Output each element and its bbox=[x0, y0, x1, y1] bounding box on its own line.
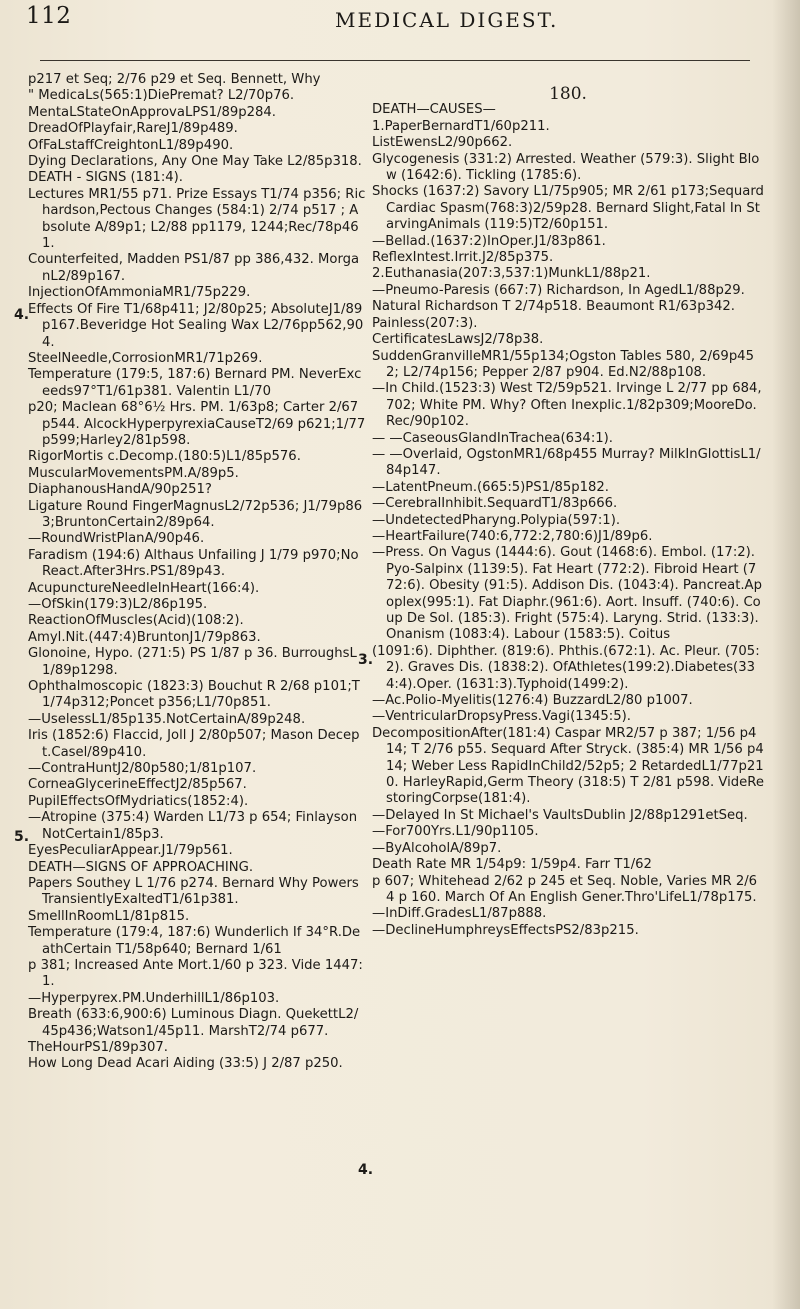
right-column-entry: Painless(207:3). bbox=[372, 315, 478, 331]
left-column-entry: Temperature (179:4, 187:6) Wunderlich If 34°R.DeathCertain T1/58p640; Bernard 1/61 bbox=[28, 925, 361, 957]
left-column-entry: PupilEffectsOfMydriatics(1852:4). bbox=[28, 793, 249, 809]
left-column-entry: Faradism (194:6) Althaus Unfailing J 1/79 p970;NoReact.After3Hrs.PS1/89p43. bbox=[28, 547, 359, 580]
left-column-entry: SmellInRoomL1/81p815. bbox=[28, 908, 190, 924]
left-column-entry: —RoundWristPlanA/90p46. bbox=[28, 531, 205, 547]
left-column-entry: p20; Maclean 68°6½ Hrs. PM. 1/63p8; Carter 2/67p544. AlcockHyperpyrexiaCauseT2/69 p621;1/77p599;Harley2/81p598. bbox=[28, 400, 366, 448]
left-column-entry: DiaphanousHandA/90p251? bbox=[28, 482, 212, 498]
right-column-entry: —In Child.(1523:3) West T2/59p521. Irvinge L 2/77 pp 684, 702; White PM. Why? Often Inexplic.1/82p309;MooreDo.Rec/90p102. bbox=[372, 381, 762, 430]
section-number: 180. bbox=[549, 84, 587, 104]
left-column-entry: RigorMortis c.Decomp.(180:5)L1/85p576. bbox=[28, 449, 301, 465]
right-column-entry: —Pneumo-Paresis (667:7) Richardson, In AgedL1/88p29. bbox=[372, 282, 745, 298]
right-column-entry: —Bellad.(1637:2)InOper.J1/83p861. bbox=[372, 233, 606, 249]
right-column-entry: —CerebralInhibit.SequardT1/83p666. bbox=[372, 496, 618, 512]
left-column-entry: DEATH - SIGNS (181:4). bbox=[28, 170, 183, 186]
left-column-entry: Amyl.Nit.(447:4)BruntonJ1/79p863. bbox=[28, 629, 261, 645]
left-column-entry: —OfSkin(179:3)L2/86p195. bbox=[28, 597, 208, 612]
right-column-entry: —For700Yrs.L1/90p1105. bbox=[372, 824, 539, 840]
left-column-entry: Ophthalmoscopic (1823:3) Bouchut R 2/68 p101;T1/74p312;Poncet p356;L1/70p851. bbox=[28, 679, 360, 711]
left-column-entry: Papers Southey L 1/76 p274. Bernard Why PowersTransientlyExaltedT1/61p381. bbox=[28, 875, 359, 908]
left-column-entry: p 381; Increased Ante Mort.1/60 p 323. Vide 1447:1. bbox=[28, 957, 363, 990]
left-column-entry: " MedicaLs(565:1)DiePremat? L2/70p76. bbox=[28, 88, 295, 104]
right-column-entry: —VentricularDropsyPress.Vagi(1345:5). bbox=[372, 709, 631, 725]
left-marker-5: 5. bbox=[14, 829, 30, 845]
right-column-entry: 2.Euthanasia(207:3,537:1)MunkL1/88p21. bbox=[372, 266, 651, 282]
right-column-entry: Natural Richardson T 2/74p518. Beaumont R1/63p342. bbox=[372, 299, 735, 315]
right-column-entry: —LatentPneum.(665:5)PS1/85p182. bbox=[372, 479, 609, 495]
right-column-entry: 1.PaperBernardT1/60p211. bbox=[372, 118, 550, 134]
left-column bbox=[28, 72, 366, 1073]
right-column-entry: —UndetectedPharyng.Polypia(597:1). bbox=[372, 512, 621, 528]
left-column-entry: SteelNeedle,CorrosionMR1/71p269. bbox=[28, 350, 263, 366]
left-column-entry: CorneaGlycerineEffectJ2/85p567. bbox=[28, 777, 247, 793]
left-column-entry: DEATH—SIGNS OF APPROACHING. bbox=[28, 859, 254, 875]
right-column-entry: — —Overlaid, OgstonMR1/68p455 Murray? MilkInGlottisL1/84p147. bbox=[372, 446, 761, 479]
left-column-entry: —Hyperpyrex.PM.UnderhillL1/86p103. bbox=[28, 990, 280, 1006]
right-column-entry: — —CaseousGlandInTrachea(634:1). bbox=[372, 430, 613, 446]
right-column-entry: SuddenGranvilleMR1/55p134;Ogston Tables 580, 2/69p452; L2/74p156; Pepper 2/87 p904. Ed.N2/88p108. bbox=[372, 348, 754, 380]
page-edge-shadow bbox=[772, 0, 800, 1309]
right-column-entry: CertificatesLawsJ2/78p38. bbox=[372, 332, 544, 348]
left-column-entry: Ligature Round FingerMagnusL2/72p536; J1/79p863;BruntonCertain2/89p64. bbox=[28, 498, 363, 530]
right-column-entry: DEATH—CAUSES— bbox=[372, 102, 496, 118]
right-column-entry: —ByAlcoholA/89p7. bbox=[372, 840, 502, 856]
right-column-entry: (1091:6). Diphther. (819:6). Phthis.(672:1). Ac. Pleur. (705:2). Graves Dis. (1838:2). OfAthletes(199:2).Diabetes(334:4).Oper. (1631:3).Typhoid(1499:2). bbox=[372, 643, 760, 692]
left-column-entry: Temperature (179:5, 187:6) Bernard PM. NeverExceeds97°T1/61p381. Valentin L1/70 bbox=[28, 367, 362, 399]
right-column-entry: Shocks (1637:2) Savory L1/75p905; MR 2/61 p173;SequardCardiac Spasm(768:3)2/59p28. Bernard Slight,Fatal In StarvingAnimals (119:5)T2/60p151. bbox=[372, 184, 764, 233]
left-column-entry: InjectionOfAmmoniaMR1/75p229. bbox=[28, 285, 251, 301]
left-column-entry: —Atropine (375:4) Warden L1/73 p 654; Finlayson NotCertain1/85p3. bbox=[28, 810, 358, 842]
right-column-entry: —Press. On Vagus (1444:6). Gout (1468:6). Embol. (17:2). Pyo-Salpinx (1139:5). Fat Heart (772:2). Fibroid Heart (772:6). Obesity (91:5). Addison Dis. (1043:4). Pancreat.Apoplex(995:1). Fat Diaphr.(961:6). Aort. Insuff. (740:6). Coup De Sol. (185:3). Fright (575:4). Laryng. Strid. (133:3). Onanism (1083:4). Labour (1583:5). Coitus bbox=[372, 545, 762, 643]
left-column-entry: Glonoine, Hypo. (271:5) PS 1/87 p 36. BurroughsL1/89p1298. bbox=[28, 646, 357, 678]
right-marker-4: 4. bbox=[358, 1162, 374, 1178]
right-column-entry: DecompositionAfter(181:4) Caspar MR2/57 p 387; 1/56 p414; T 2/76 p55. Sequard After Stryck. (385:4) MR 1/56 p414; Weber Less RapidInChild2/52p5; 2 RetardedL1/77p210. HarleyRapid,Germ Theory (318:5) T 2/81 p598. VideRestoringCorpse(181:4). bbox=[372, 725, 764, 807]
left-marker-4: 4. bbox=[14, 307, 30, 323]
page-number: 112 bbox=[26, 3, 72, 29]
right-column-entry: Death Rate MR 1/54p9: 1/59p4. Farr T1/62 bbox=[372, 857, 652, 873]
right-column bbox=[372, 72, 764, 939]
left-column-entry: Breath (633:6,900:6) Luminous Diagn. QuekettL2/45p436;Watson1/45p11. MarshT2/74 p677. bbox=[28, 1007, 359, 1039]
left-column-entry: Lectures MR1/55 p71. Prize Essays T1/74 p356; Richardson,Pectous Changes (584:1) 2/74 p517 ; Absolute A/89p1; L2/88 pp1179, 1244;Rec/78p461. bbox=[28, 186, 366, 252]
right-column-entry: —DeclineHumphreysEffectsPS2/83p215. bbox=[372, 922, 639, 938]
left-column-entry: p217 et Seq; 2/76 p29 et Seq. Bennett, Why bbox=[28, 72, 321, 87]
right-column-entry: p 607; Whitehead 2/62 p 245 et Seq. Noble, Varies MR 2/64 p 160. March Of An English Gener.Thro'LifeL1/78p175. bbox=[372, 873, 758, 905]
right-column-entry: —InDiff.GradesL1/87p888. bbox=[372, 906, 547, 922]
right-column-entry: —Ac.Polio-Myelitis(1276:4) BuzzardL2/80 p1007. bbox=[372, 693, 693, 709]
left-column-entry: MuscularMovementsPM.A/89p5. bbox=[28, 465, 239, 481]
right-column-entry: —Delayed In St Michael's VaultsDublin J2/88p1291etSeq. bbox=[372, 807, 748, 823]
left-column-entry: MentaLStateOnApprovaLPS1/89p284. bbox=[28, 104, 276, 120]
left-column-entry: AcupunctureNeedleInHeart(166:4). bbox=[28, 580, 260, 596]
left-column-entry: How Long Dead Acari Aiding (33:5) J 2/87 p250. bbox=[28, 1056, 343, 1072]
right-column-entry: —HeartFailure(740:6,772:2,780:6)J1/89p6. bbox=[372, 528, 653, 544]
left-column-entry: ReactionOfMuscles(Acid)(108:2). bbox=[28, 613, 244, 629]
left-column-entry: Dying Declarations, Any One May Take L2/85p318. bbox=[28, 154, 362, 170]
header-rule bbox=[40, 60, 750, 61]
right-column-entry: ListEwensL2/90p662. bbox=[372, 135, 513, 151]
left-column-entry: —UselessL1/85p135.NotCertainA/89p248. bbox=[28, 711, 306, 727]
left-column-entry: TheHourPS1/89p307. bbox=[28, 1039, 168, 1055]
left-column-entry: —ContraHuntJ2/80p580;1/81p107. bbox=[28, 761, 257, 777]
left-column-entry: Iris (1852:6) Flaccid, Joll J 2/80p507; Mason Decept.Casel/89p410. bbox=[28, 728, 360, 760]
left-column-entry: Counterfeited, Madden PS1/87 pp 386,432. MorganL2/89p167. bbox=[28, 252, 360, 284]
left-column-entry: OfFaLstaffCreightonL1/89p490. bbox=[28, 137, 234, 153]
left-column-entry: Effects Of Fire T1/68p411; J2/80p25; AbsoluteJ1/89p167.Beveridge Hot Sealing Wax L2/76pp562,904. bbox=[28, 301, 364, 350]
right-column-entry: Glycogenesis (331:2) Arrested. Weather (579:3). Slight Blow (1642:6). Tickling (1785:6). bbox=[372, 151, 760, 184]
right-marker-3: 3. bbox=[358, 652, 374, 668]
left-column-entry: EyesPeculiarAppear.J1/79p561. bbox=[28, 843, 233, 859]
left-column-entry: DreadOfPlayfair,RareJ1/89p489. bbox=[28, 121, 238, 137]
right-column-entry: ReflexIntest.Irrit.J2/85p375. bbox=[372, 250, 554, 266]
running-title: MEDICAL DIGEST. bbox=[335, 8, 559, 32]
